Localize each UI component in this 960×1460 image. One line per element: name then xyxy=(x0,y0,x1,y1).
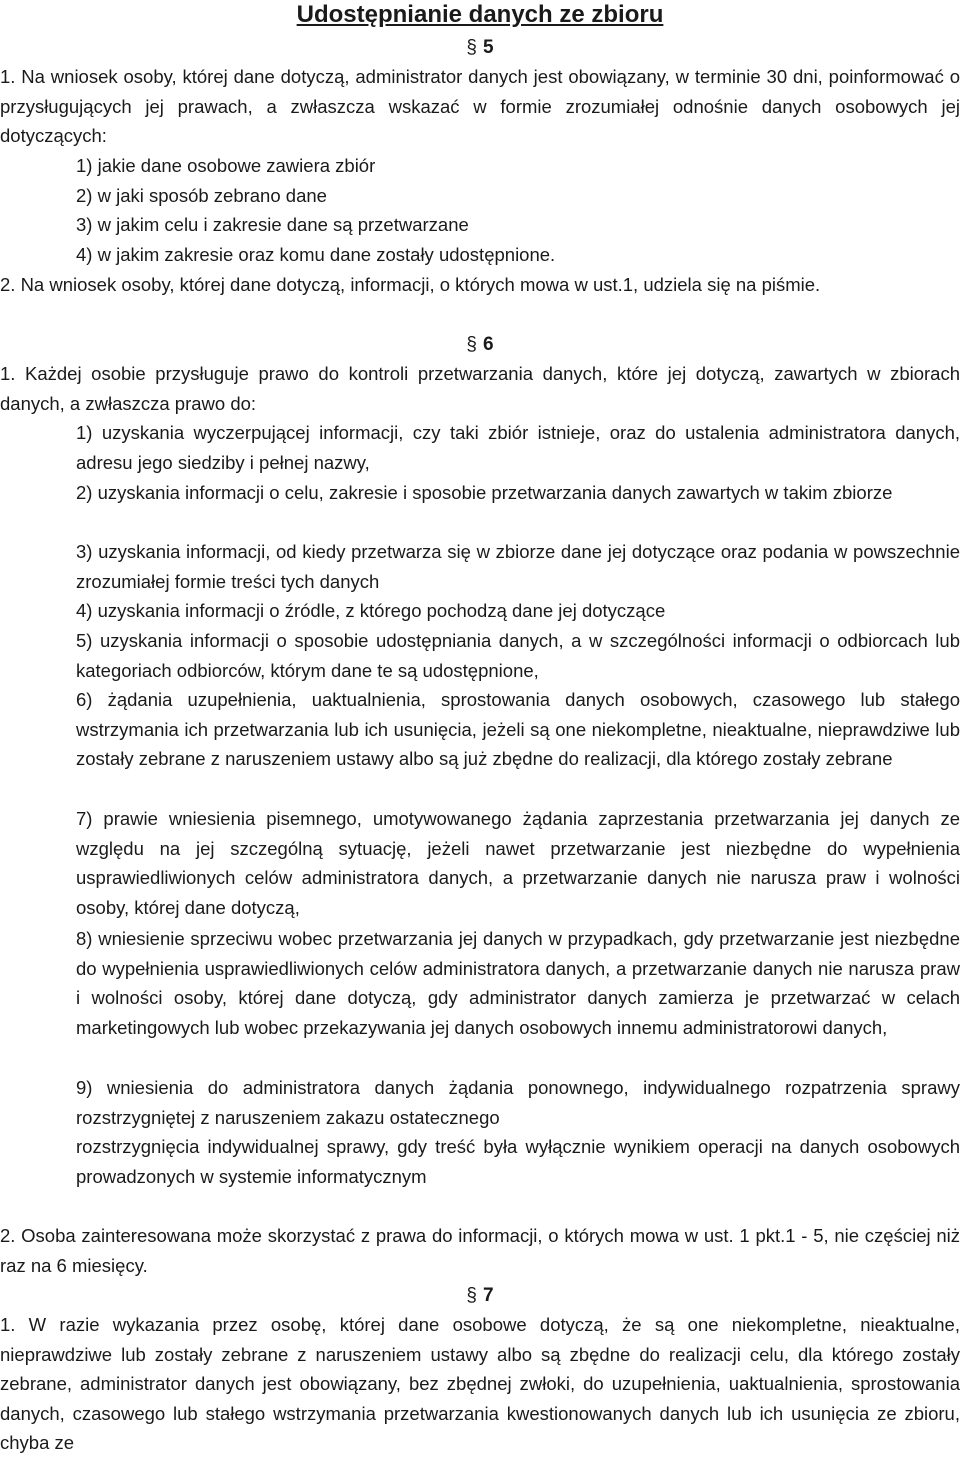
section-heading-7 xyxy=(0,1284,960,1308)
document-title: Udostępnianie danych ze zbioru xyxy=(296,1,664,28)
section-number: 5 xyxy=(483,37,494,58)
s5-item-2: 2) w jaki sposób zebrano dane xyxy=(76,185,327,206)
s6-item-1: 1) uzyskania wyczerpującej informacji, czy taki zbiór istnieje, oraz do ustalenia administratora danych, adresu jego siedziby i pełnej nazwy, xyxy=(76,422,960,473)
s5-item-3: 3) w jakim celu i zakresie dane są przetwarzane xyxy=(76,214,469,235)
s6-item-9: 9) wniesienia do administratora danych żądania ponownego, indywidualnego rozpatrzenia sprawy rozstrzygniętej z naruszeniem zakazu ostatecznego xyxy=(76,1077,960,1128)
s6-paragraph-2: 2. Osoba zainteresowana może skorzystać z prawa do informacji, o których mowa w ust. 1 pkt.1 - 5, nie częściej niż raz na 6 miesięcy. xyxy=(0,1225,960,1276)
section-mark: § xyxy=(466,334,477,355)
section-heading-5 xyxy=(0,36,960,60)
s6-item-3: 3) uzyskania informacji, od kiedy przetwarza się w zbiorze dane jej dotyczące oraz podania w powszechnie zrozumiałej formie treści tych danych xyxy=(76,541,960,592)
s6-item-2: 2) uzyskania informacji o celu, zakresie i sposobie przetwarzania danych zawartych w takim zbiorze xyxy=(76,482,893,503)
s6-item-4: 4) uzyskania informacji o źródle, z którego pochodzą dane jej dotyczące xyxy=(76,600,666,621)
s5-item-1: 1) jakie dane osobowe zawiera zbiór xyxy=(76,155,376,176)
s6-item-8: 8) wniesienie sprzeciwu wobec przetwarzania jej danych w przypadkach, gdy przetwarzanie jest niezbędne do wypełnienia usprawiedliwionych celów administratora danych, a przetwarzanie danych nie narusza praw i wolności osoby, której dane dotyczą, gdy administrator danych zamierza je przetwarzać w celach marketingowych lub wobec przekazywania jej danych osobowych innemu administratorowi danych, xyxy=(76,928,960,1038)
s6-item-9-continued: rozstrzygnięcia indywidualnej sprawy, gdy treść była wyłącznie wynikiem operacji na danych osobowych prowadzonych w systemie informatycznym xyxy=(76,1136,960,1187)
s5-item-4: 4) w jakim zakresie oraz komu dane zostały udostępnione. xyxy=(76,244,556,265)
s6-item-6: 6) żądania uzupełnienia, uaktualnienia, sprostowania danych osobowych, czasowego lub stałego wstrzymania ich przetwarzania lub ich usunięcia, jeżeli są one niekompletne, nieaktualne, nieprawdziwe lub zostały zebrane z naruszeniem ustawy albo są już zbędne do realizacji, dla którego zostały zebrane xyxy=(76,689,960,770)
section-heading-6 xyxy=(0,333,960,357)
s6-paragraph-1: 1. Każdej osobie przysługuje prawo do kontroli przetwarzania danych, które jej dotyczą, zawartych w zbiorach danych, a zwłaszcza prawo do: xyxy=(0,363,960,414)
s6-item-7: 7) prawie wniesienia pisemnego, umotywowanego żądania zaprzestania przetwarzania jej danych ze względu na jej szczególną sytuację, jeżeli nawet przetwarzanie jest niezbędne do wypełnienia usprawiedliwionych celów administratora danych, a przetwarzanie danych nie narusza praw i wolności osoby, której dane dotyczą, xyxy=(76,808,960,918)
section-mark: § xyxy=(466,37,477,58)
s5-paragraph-1: 1. Na wniosek osoby, której dane dotyczą, administrator danych jest obowiązany, w terminie 30 dni, poinformować o przysługujących jej prawach, a zwłaszcza wskazać w formie zrozumiałej odnośnie danych osobowych jej dotyczących: xyxy=(0,66,960,147)
s7-paragraph-1: 1. W razie wykazania przez osobę, której dane osobowe dotyczą, że są one niekompletne, nieaktualne, nieprawdziwe lub zostały zebrane z naruszeniem ustawy albo są zbędne do realizacji celu, dla którego zostały zebrane, administrator danych jest obowiązany, bez zbędnej zwłoki, do uzupełnienia, uaktualnienia, sprostowania danych, czasowego lub stałego wstrzymania przetwarzania kwestionowanych danych lub ich usunięcia ze zbioru, chyba ze xyxy=(0,1314,960,1454)
section-mark: § xyxy=(466,1285,477,1306)
s6-item-5: 5) uzyskania informacji o sposobie udostępniania danych, a w szczególności informacji o odbiorcach lub kategoriach odbiorców, którym dane te są udostępnione, xyxy=(76,630,960,681)
section-number: 7 xyxy=(483,1285,494,1306)
s5-paragraph-2: 2. Na wniosek osoby, której dane dotyczą, informacji, o których mowa w ust.1, udziela się na piśmie. xyxy=(0,274,821,295)
section-number: 6 xyxy=(483,334,494,355)
